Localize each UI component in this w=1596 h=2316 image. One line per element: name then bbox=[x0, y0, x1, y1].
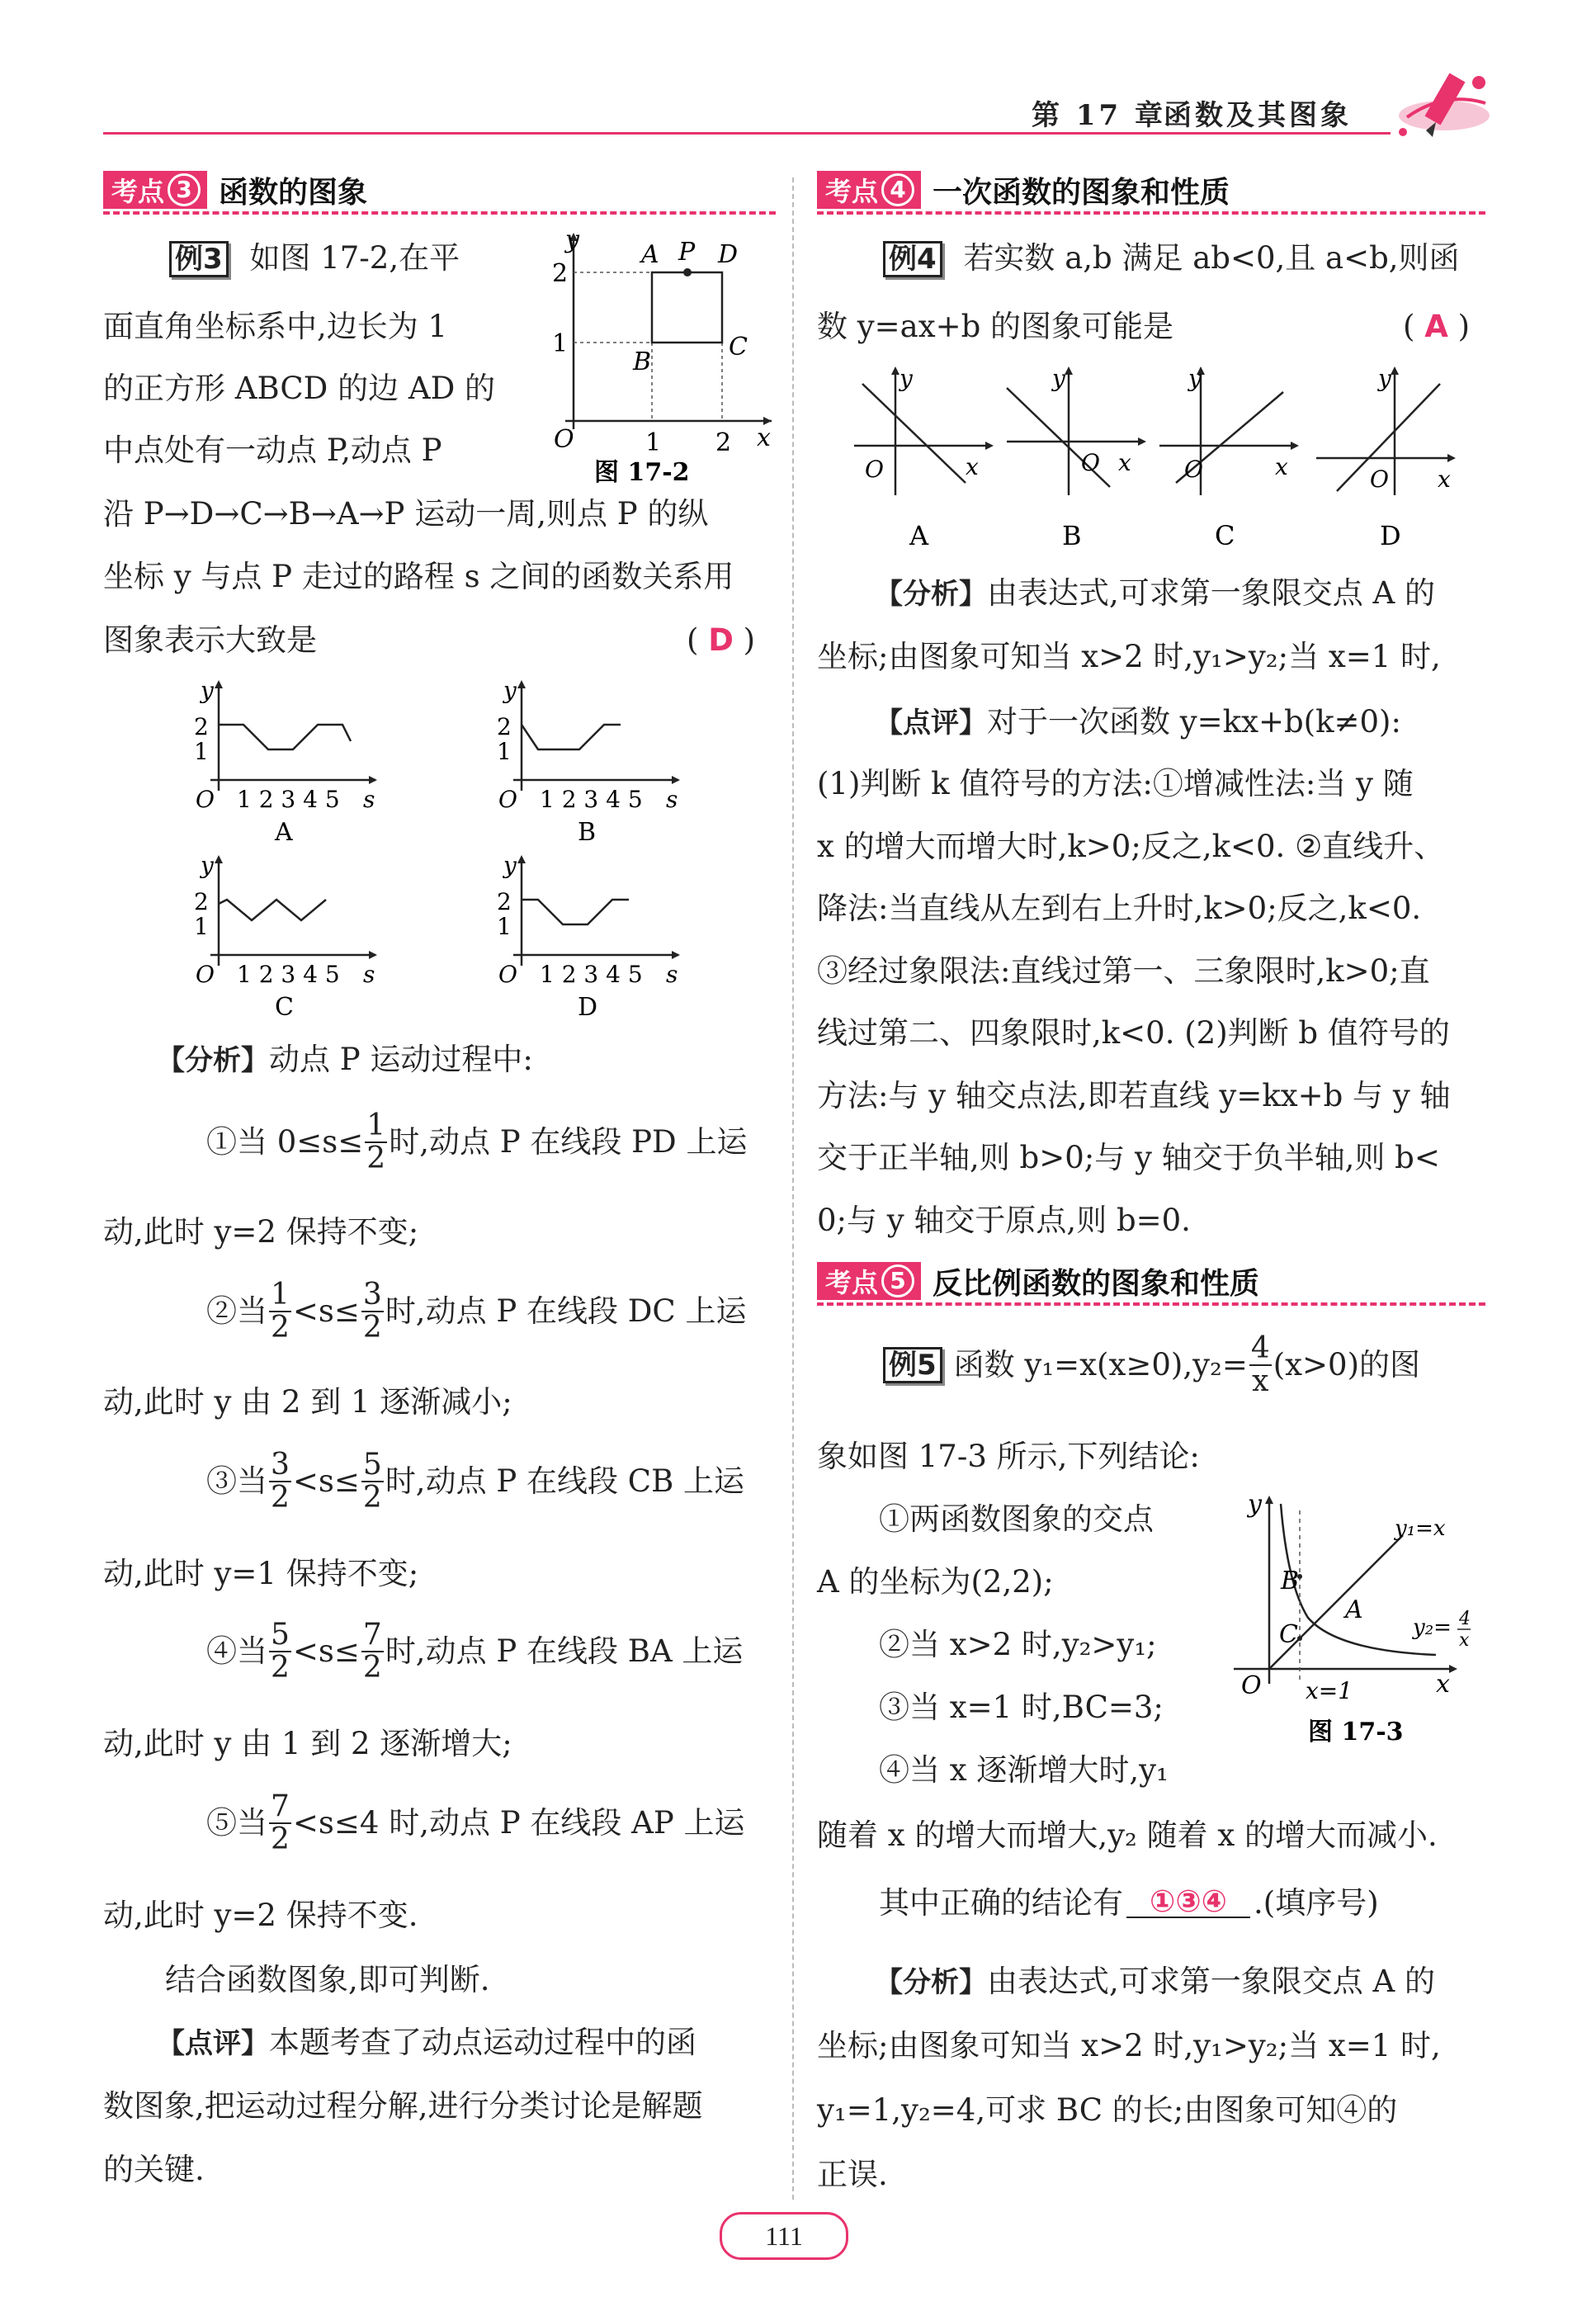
header bbox=[0, 0, 1596, 149]
option-graph-A bbox=[186, 675, 384, 848]
fig-tick-x1: 1 bbox=[645, 428, 662, 457]
svg-text:x: x bbox=[1438, 466, 1451, 493]
svg-text:C: C bbox=[275, 993, 294, 1022]
svg-text:2: 2 bbox=[497, 713, 512, 740]
topic4-underline bbox=[817, 211, 1485, 215]
svg-text:2: 2 bbox=[194, 713, 209, 740]
case-3-cont: 动,此时 y=1 保持不变; bbox=[103, 1556, 419, 1591]
svg-text:y: y bbox=[1248, 1490, 1262, 1519]
linear-graph-B bbox=[1003, 363, 1151, 553]
fig-label-origin: O bbox=[554, 425, 574, 454]
example3-answer: ( D ) bbox=[687, 622, 756, 658]
case-5: ⑤当 $\frac{7}{2}$ <s≤4 时,动点 P 在线段 AP 上运 bbox=[206, 1789, 745, 1856]
example5-line2: 象如图 17-3 所示,下列结论: bbox=[817, 1439, 1200, 1474]
case-2-cont: 动,此时 y 由 2 到 1 逐渐减小; bbox=[103, 1384, 512, 1420]
right-comment-line9: 0;与 y 轴交于原点,则 b=0. bbox=[817, 1203, 1191, 1238]
example-label: 例3 bbox=[169, 241, 229, 277]
svg-text:C: C bbox=[1279, 1620, 1298, 1649]
svg-text:y: y bbox=[900, 365, 913, 392]
svg-text:1 2 3 4 5: 1 2 3 4 5 bbox=[540, 961, 643, 988]
svg-text:O: O bbox=[1241, 1671, 1262, 1700]
svg-text:1: 1 bbox=[497, 738, 512, 765]
example5-line-after: 随着 x 的增大而增大,y₂ 随着 x 的增大而减小. bbox=[817, 1817, 1438, 1853]
case-2: ②当 $\frac{1}{2}$ <s≤ $\frac{3}{2}$ 时,动点 P 在线段 DC 上运 bbox=[206, 1278, 747, 1345]
fig-tick-y2: 2 bbox=[552, 259, 569, 288]
svg-text:1 2 3 4 5: 1 2 3 4 5 bbox=[540, 786, 643, 813]
fig-label-x: x bbox=[757, 423, 771, 452]
case-4: ④当 $\frac{5}{2}$ <s≤ $\frac{7}{2}$ 时,动点 P 在线段 BA 上运 bbox=[206, 1618, 744, 1685]
case-5-cont: 动,此时 y=2 保持不变. bbox=[103, 1898, 418, 1933]
left-comment-line1: 【点评】本题考查了动点运动过程中的函 bbox=[157, 2025, 696, 2060]
linear-graph-C bbox=[1155, 363, 1304, 553]
right-analysis4-line1: 【分析】由表达式,可求第一象限交点 A 的 bbox=[875, 575, 1436, 611]
example-label: 例4 bbox=[883, 241, 942, 277]
example5-item4: ④当 x 逐渐增大时,y₁ bbox=[879, 1752, 1169, 1788]
svg-text:s: s bbox=[666, 786, 678, 813]
svg-text:O: O bbox=[1081, 449, 1100, 476]
left-comment-line2: 数图象,把运动过程分解,进行分类讨论是解题 bbox=[103, 2088, 703, 2124]
topic-title: 一次函数的图象和性质 bbox=[933, 175, 1230, 210]
example5-item3: ③当 x=1 时,BC=3; bbox=[879, 1690, 1164, 1725]
option-graph-D bbox=[489, 850, 687, 1023]
example5-item1b: A 的坐标为(2,2); bbox=[817, 1564, 1054, 1600]
right-comment-line8: 交于正半轴,则 b>0;与 y 轴交于负半轴,则 b< bbox=[817, 1140, 1440, 1175]
chapter-number: 第 17 章 bbox=[1032, 99, 1166, 132]
fig-label-D: D bbox=[718, 240, 739, 269]
svg-text:x: x bbox=[1459, 1630, 1470, 1651]
svg-text:x: x bbox=[966, 453, 979, 480]
svg-text:1: 1 bbox=[194, 913, 209, 940]
fig-label-A: A bbox=[641, 240, 659, 269]
right-comment-line7: 方法:与 y 轴交点法,即若直线 y=kx+b 与 y 轴 bbox=[817, 1078, 1451, 1113]
topic-badge: 考点 5 bbox=[817, 1262, 921, 1300]
example4-line2: 数 y=ax+b 的图象可能是 bbox=[817, 309, 1174, 344]
svg-text:x: x bbox=[1436, 1670, 1450, 1699]
svg-text:s: s bbox=[666, 961, 678, 988]
example3-line5: 沿 P→D→C→B→A→P 运动一周,则点 P 的纵 bbox=[103, 496, 709, 532]
svg-text:x: x bbox=[1118, 449, 1131, 476]
fig-label-y: y bbox=[565, 225, 579, 254]
linear-graph-A bbox=[850, 363, 999, 553]
answer-blank: ①③④ bbox=[1126, 1886, 1250, 1918]
svg-text:y: y bbox=[503, 677, 517, 704]
svg-text:O: O bbox=[1370, 466, 1389, 493]
fig-caption: 图 17-2 bbox=[594, 458, 690, 487]
option-graph-B bbox=[489, 675, 687, 848]
right-analysis4-line2: 坐标;由图象可知当 x>2 时,y₁>y₂;当 x=1 时, bbox=[817, 639, 1441, 674]
fig-label-C: C bbox=[729, 333, 748, 362]
case-1-cont: 动,此时 y=2 保持不变; bbox=[103, 1214, 419, 1250]
topic3-underline bbox=[103, 211, 776, 215]
svg-text:2: 2 bbox=[497, 888, 512, 915]
svg-text:4: 4 bbox=[1459, 1609, 1471, 1629]
example5-fill-blank: 其中正确的结论有 ①③④ .(填序号) bbox=[879, 1884, 1379, 1921]
column-divider bbox=[792, 177, 794, 2200]
svg-text:1: 1 bbox=[194, 738, 209, 765]
right-comment-line1: 【点评】对于一次函数 y=kx+b(k≠0): bbox=[875, 704, 1401, 740]
svg-text:O: O bbox=[196, 786, 215, 813]
right-comment-line4: 降法:当直线从左到右上升时,k>0;反之,k<0. bbox=[817, 891, 1422, 926]
svg-text:x: x bbox=[1275, 453, 1288, 480]
topic-title: 反比例函数的图象和性质 bbox=[933, 1266, 1260, 1301]
svg-text:O: O bbox=[498, 961, 517, 988]
svg-text:A: A bbox=[275, 818, 293, 847]
svg-text:C: C bbox=[1215, 520, 1235, 551]
example5-item1: ①两函数图象的交点 bbox=[879, 1501, 1154, 1537]
fig-tick-y1: 1 bbox=[552, 329, 569, 358]
case-3: ③当 $\frac{3}{2}$ <s≤ $\frac{5}{2}$ 时,动点 P 在线段 CB 上运 bbox=[206, 1448, 745, 1515]
chapter-title: 函数及其图象 bbox=[1164, 99, 1352, 132]
example5-item2: ②当 x>2 时,y₂>y₁; bbox=[879, 1627, 1157, 1662]
svg-text:2: 2 bbox=[194, 888, 209, 915]
right-analysis5-line2: 坐标;由图象可知当 x>2 时,y₁>y₂;当 x=1 时, bbox=[817, 2028, 1441, 2063]
example5-line1: 例5 函数 y₁=x(x≥0),y₂= $\frac{4}{x}$ (x>0)的图 bbox=[883, 1333, 1420, 1397]
right-comment-line5: ③经过象限法:直线过第一、三象限时,k>0;直 bbox=[817, 953, 1430, 989]
topic-badge: 考点 4 bbox=[817, 171, 921, 209]
option-graph-C bbox=[186, 850, 384, 1023]
example3-line6: 坐标 y 与点 P 走过的路程 s 之间的函数关系用 bbox=[103, 559, 734, 594]
svg-text:y: y bbox=[201, 852, 214, 879]
case-1: ①当 0≤s≤ $\frac{1}{2}$ 时,动点 P 在线段 PD 上运 bbox=[206, 1108, 748, 1175]
example-label: 例5 bbox=[883, 1347, 942, 1383]
svg-text:A: A bbox=[909, 520, 929, 551]
example3-line4: 中点处有一动点 P,动点 P bbox=[103, 432, 442, 468]
case-4-cont: 动,此时 y 由 1 到 2 逐渐增大; bbox=[103, 1726, 512, 1761]
svg-text:1: 1 bbox=[497, 913, 512, 940]
svg-text:B: B bbox=[578, 818, 597, 847]
svg-text:B: B bbox=[1062, 520, 1082, 551]
topic4-heading bbox=[817, 172, 1230, 208]
example3-line2: 面直角坐标系中,边长为 1 bbox=[103, 309, 448, 344]
svg-text:图 17-3: 图 17-3 bbox=[1308, 1718, 1404, 1746]
svg-text:1 2 3 4 5: 1 2 3 4 5 bbox=[237, 961, 340, 988]
right-analysis5-line1: 【分析】由表达式,可求第一象限交点 A 的 bbox=[875, 1964, 1436, 1999]
svg-text:y: y bbox=[1378, 365, 1391, 392]
svg-text:y: y bbox=[1052, 365, 1065, 392]
topic3-heading bbox=[103, 172, 367, 208]
svg-text:O: O bbox=[1184, 456, 1203, 483]
topic-title: 函数的图象 bbox=[219, 175, 368, 210]
svg-text:1 2 3 4 5: 1 2 3 4 5 bbox=[237, 786, 340, 813]
fig-tick-x2: 2 bbox=[715, 428, 732, 457]
figure-17-3 bbox=[1230, 1486, 1477, 1758]
svg-text:B: B bbox=[1281, 1567, 1300, 1595]
example3-line1: 例3 如图 17-2,在平 bbox=[169, 241, 460, 277]
header-rule bbox=[103, 132, 1391, 135]
example4-line1: 例4 若实数 a,b 满足 ab<0,且 a<b,则函 bbox=[883, 241, 1460, 277]
right-analysis5-line3: y₁=1,y₂=4,可求 BC 的长;由图象可知④的 bbox=[817, 2092, 1398, 2128]
svg-text:s: s bbox=[363, 961, 375, 988]
svg-text:O: O bbox=[865, 456, 884, 483]
page-number: 111 bbox=[765, 2220, 803, 2251]
example4-answer: ( A ) bbox=[1403, 309, 1471, 344]
topic-badge: 考点 3 bbox=[103, 171, 207, 209]
example3-line7: 图象表示大致是 bbox=[103, 622, 317, 658]
svg-text:O: O bbox=[196, 961, 215, 988]
figure-17-2 bbox=[541, 223, 780, 487]
page-number-badge bbox=[720, 2212, 848, 2260]
svg-text:D: D bbox=[578, 993, 598, 1022]
pencil-decoration-icon bbox=[1386, 58, 1502, 149]
svg-text:y: y bbox=[503, 852, 517, 879]
left-comment-line3: 的关键. bbox=[103, 2152, 205, 2187]
left-analysis-intro: 【分析】动点 P 运动过程中: bbox=[157, 1042, 533, 1077]
right-comment-line6: 线过第二、四象限时,k<0. (2)判断 b 值符号的 bbox=[817, 1015, 1450, 1051]
right-comment-line2: (1)判断 k 值符号的方法:①增减性法:当 y 随 bbox=[817, 766, 1414, 801]
svg-text:D: D bbox=[1380, 520, 1401, 551]
left-conclusion: 结合函数图象,即可判断. bbox=[165, 1962, 490, 1997]
topic5-heading bbox=[817, 1263, 1259, 1299]
fig-label-B: B bbox=[633, 347, 652, 376]
svg-text:y: y bbox=[1188, 365, 1202, 392]
svg-text:O: O bbox=[498, 786, 517, 813]
topic5-underline bbox=[817, 1302, 1485, 1306]
svg-text:y: y bbox=[201, 677, 214, 704]
right-analysis5-line4: 正误. bbox=[817, 2157, 888, 2192]
example3-line3: 的正方形 ABCD 的边 AD 的 bbox=[103, 371, 496, 406]
svg-text:s: s bbox=[363, 786, 375, 813]
fig-label-P: P bbox=[678, 238, 696, 267]
svg-text:x=1: x=1 bbox=[1306, 1677, 1353, 1704]
linear-graph-D bbox=[1312, 363, 1461, 553]
svg-text:y₂=: y₂= bbox=[1413, 1615, 1452, 1640]
svg-text:A: A bbox=[1345, 1595, 1363, 1624]
right-comment-line3: x 的增大而增大时,k>0;反之,k<0. ②直线升、 bbox=[817, 829, 1445, 864]
svg-text:y₁=x: y₁=x bbox=[1395, 1516, 1446, 1541]
